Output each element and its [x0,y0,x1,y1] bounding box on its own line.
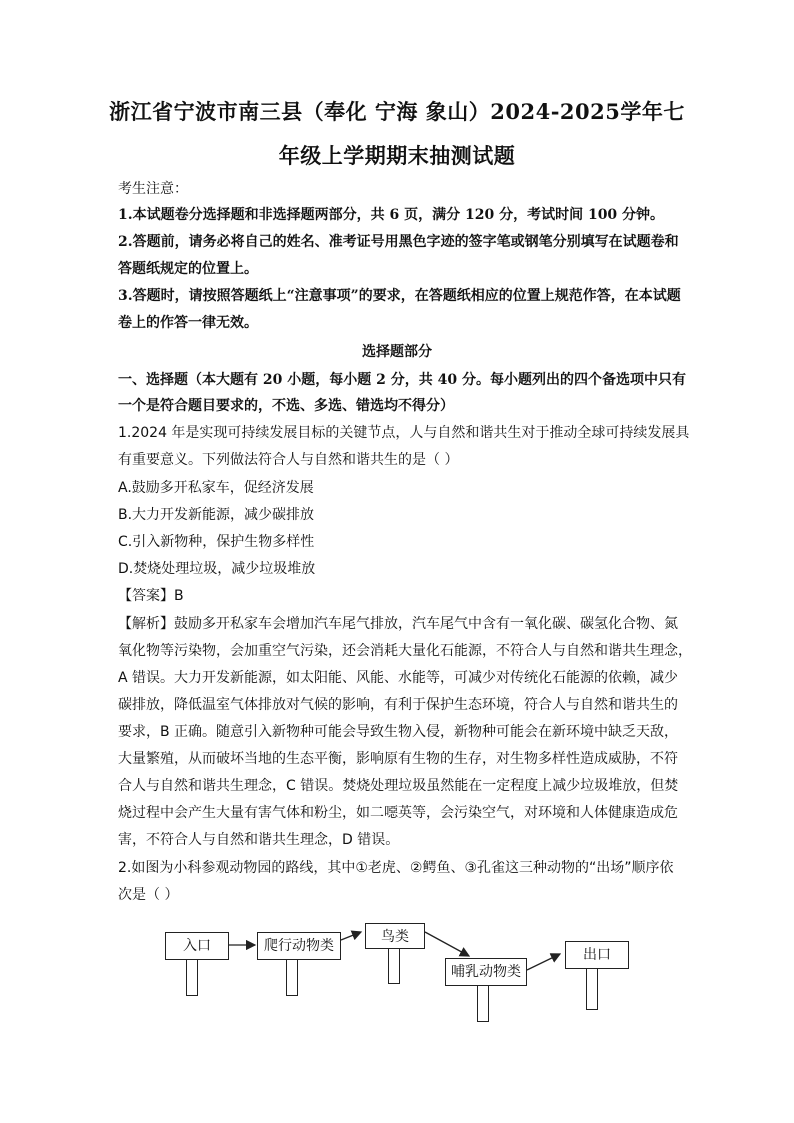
q1-analysis-line: 氧化物等污染物，会加重空气污染，还会消耗大量化石能源，不符合人与自然和谐共生理念， [118,643,692,659]
section-title: 选择题部分 [362,344,432,360]
box-entrance: 入口 [165,932,229,960]
q1-analysis-line: 要求，B 正确。随意引入新物种可能会导致生物入侵，新物种可能会在新环境中缺乏天敌， [118,724,679,740]
arrow-mammals-to-exit [527,954,560,970]
box-reptiles: 爬行动物类 [257,932,341,960]
q1-analysis-line: 烧过程中会产生大量有害气体和粉尘，如二噁英等，会污染空气，对环境和人体健康造成危 [118,805,678,821]
arrow-birds-to-mammals [425,932,469,956]
zoo-route-diagram [160,918,640,1028]
q1-answer: 【答案】B [118,588,184,604]
post-exit [586,968,598,1010]
box-mammals: 哺乳动物类 [445,958,527,986]
post-reptiles [286,958,298,996]
notice-heading: 考生注意： [118,181,188,197]
box-exit: 出口 [565,941,629,969]
post-entrance [186,958,198,996]
q1-analysis-line: 碳排放，降低温室气体排放对气候的影响，有利于保护生态环境，符合人与自然和谐共生的 [118,697,678,713]
arrow-reptiles-to-birds [341,932,361,940]
part1-instructions-b: 一个是符合题目要求的，不选、多选、错选均不得分） [118,398,454,414]
q1-stem-a: 1.2024 年是实现可持续发展目标的关键节点，人与自然和谐共生对于推动全球可持续发展具 [118,425,690,441]
notice-item-2b: 答题纸规定的位置上。 [118,261,258,277]
notice-item-3b: 卷上的作答一律无效。 [118,315,258,331]
q1-analysis-line: A 错误。大力开发新能源，如太阳能、风能、水能等，可减少对传统化石能源的依赖，减少 [118,670,679,686]
box-birds: 鸟类 [365,923,425,949]
q1-option-b: B.大力开发新能源，减少碳排放 [118,507,315,523]
q1-analysis-line: 合人与自然和谐共生理念，C 错误。焚烧处理垃圾虽然能在一定程度上减少垃圾堆放，但焚 [118,778,679,794]
notice-item-1: 1.本试题卷分选择题和非选择题两部分，共 6 页，满分 120 分，考试时间 100 分钟。 [118,207,665,223]
exam-title-line2: 年级上学期期末抽测试题 [278,143,516,168]
q1-option-c: C.引入新物种，保护生物多样性 [118,534,315,550]
q2-stem-b: 次是（ ） [118,887,179,903]
q1-analysis-line: 大量繁殖，从而破坏当地的生态平衡，影响原有生物的生存，对生物多样性造成威胁，不符 [118,751,678,767]
exam-title-line1: 浙江省宁波市南三县（奉化 宁海 象山）2024-2025学年七 [109,99,685,124]
notice-item-3a: 3.答题时，请按照答题纸上“注意事项”的要求，在答题纸相应的位置上规范作答，在本试题 [118,288,681,304]
q1-analysis-line: 【解析】鼓励多开私家车会增加汽车尾气排放，汽车尾气中含有一氧化碳、碳氢化合物、氮 [118,616,678,632]
q1-stem-b: 有重要意义。下列做法符合人与自然和谐共生的是（ ） [118,452,459,468]
q1-analysis-line: 害，不符合人与自然和谐共生理念，D 错误。 [118,832,400,848]
notice-item-2a: 2.答题前，请务必将自己的姓名、准考证号用黑色字迹的签字笔或钢笔分别填写在试题卷和 [118,234,679,250]
q1-option-d: D.焚烧处理垃圾，减少垃圾堆放 [118,561,316,577]
post-mammals [477,984,489,1022]
post-birds [388,948,400,984]
part1-instructions-a: 一、选择题（本大题有 20 小题，每小题 2 分，共 40 分。每小题列出的四个备选项中只有 [118,372,686,388]
q2-stem-a: 2.如图为小科参观动物园的路线，其中①老虎、②鳄鱼、③孔雀这三种动物的“出场”顺序依 [118,860,674,876]
q1-option-a: A.鼓励多开私家车，促经济发展 [118,480,314,496]
